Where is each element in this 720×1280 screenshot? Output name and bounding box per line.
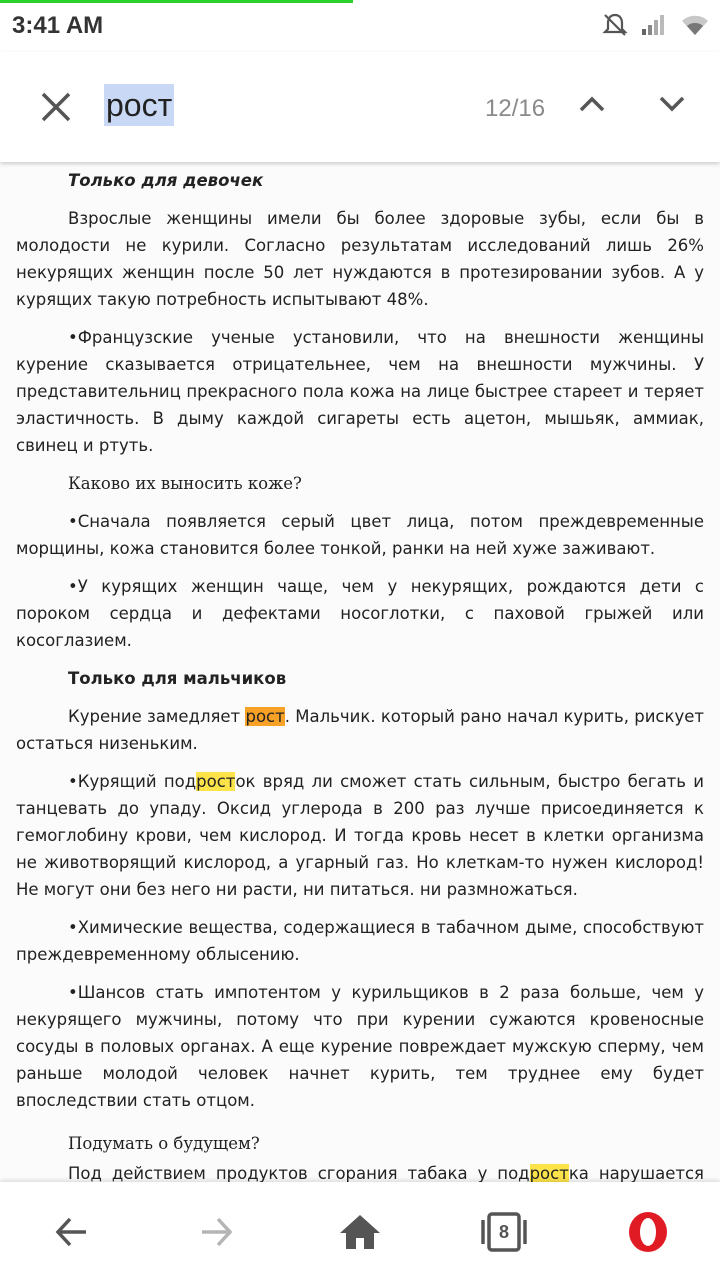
wifi-icon bbox=[680, 13, 710, 37]
paragraph bbox=[16, 703, 704, 757]
search-match: рост bbox=[529, 1164, 569, 1182]
bottom-navigation-bar bbox=[0, 1182, 720, 1280]
text-run: Под действием продуктов сгорания табака у под bbox=[68, 1164, 530, 1182]
text-run: ка нарушается bbox=[568, 1164, 704, 1182]
text-run: ок вряд ли сможет стать сильным, быстро бегать и танцевать до упаду. Оксид углерода в 200 раз лучше присоединяется к гемоглобину крови, чем кислород. И тогда кровь несет в клетки организма не животворящий кислород, а угарный газ. Но клеткам-то нужен кислород! Не могут они без него ни расти, ни питаться. ни размножаться. bbox=[16, 772, 705, 899]
subheading: Каково их выносить коже? bbox=[68, 474, 302, 493]
tabs-count: 8 bbox=[498, 1221, 509, 1242]
page-load-progress bbox=[0, 0, 353, 3]
paragraph: •У курящих женщин чаще, чем у некурящих, рождаются дети с пороком сердца и дефектами носоглотки, с паховой грыжей или косоглазием. bbox=[16, 577, 704, 650]
paragraph: •Сначала появляется серый цвет лица, потом преждевременные морщины, кожа становится более тонкой, ранки на ней хуже заживают. bbox=[16, 512, 704, 558]
next-match-button[interactable] bbox=[656, 88, 688, 120]
forward-arrow-icon bbox=[196, 1212, 236, 1252]
paragraph: •Французские ученые установили, что на внешности женщины курение сказывается отрицательнее, чем на внешности мужчины. У представительниц прекрасного пола кожа на лице быстрее стареет и теряет эластичность. В дыму каждой сигареты есть ацетон, мышьяк, аммиак, свинец и ртуть. bbox=[16, 328, 704, 455]
paragraph bbox=[16, 768, 704, 903]
text-run: Курение замедляет bbox=[68, 707, 246, 726]
paragraph: •Шансов стать импотентом у курильщиков в 2 раза больше, чем у некурящего мужчины, потому что при курении сужаются кровеносные сосуды в половых органах. А еще курение повреждает мужскую сперму, чем раньше молодой человек начнет курить, тем труднее ему будет впоследствии стать отцом. bbox=[16, 983, 704, 1110]
close-icon bbox=[36, 87, 76, 127]
heading-boys: Только для мальчиков bbox=[68, 669, 287, 688]
heading-girls: Только для девочек bbox=[68, 171, 264, 190]
match-counter: 12/16 bbox=[485, 95, 546, 122]
signal-icon bbox=[640, 13, 668, 37]
text-run: . Мальчик. который рано начал курить, рискует остаться низеньким. bbox=[16, 707, 704, 753]
tabs-button[interactable] bbox=[480, 1208, 528, 1256]
find-input[interactable]: рост bbox=[104, 84, 174, 126]
opera-menu-button[interactable] bbox=[624, 1208, 672, 1256]
chevron-up-icon bbox=[576, 88, 608, 120]
previous-match-button[interactable] bbox=[576, 88, 608, 120]
chevron-down-icon bbox=[656, 88, 688, 120]
text-run: •Курящий под bbox=[68, 772, 197, 791]
close-find-button[interactable] bbox=[36, 87, 76, 127]
status-bar bbox=[0, 0, 720, 52]
paragraph: Взрослые женщины имели бы более здоровые зубы, если бы в молодости не курили. Согласно результатам исследований лишь 26% некурящих женщин после 50 лет нуждаются в протезировании зубов. А у курящих такую потребность испытывают 48%. bbox=[16, 209, 704, 309]
search-match: рост bbox=[196, 772, 236, 791]
paragraph: •Химические вещества, содержащиеся в табачном дыме, способствуют преждевременному облысению. bbox=[16, 918, 704, 964]
paragraph bbox=[16, 1160, 704, 1182]
home-icon bbox=[338, 1212, 382, 1252]
home-button[interactable] bbox=[336, 1208, 384, 1256]
current-search-match: рост bbox=[245, 707, 285, 726]
dnd-off-icon bbox=[602, 12, 628, 38]
page-content[interactable] bbox=[0, 130, 720, 1182]
subheading: Подумать о будущем? bbox=[68, 1134, 260, 1153]
status-time: 3:41 AM bbox=[12, 12, 104, 39]
back-button[interactable] bbox=[48, 1208, 96, 1256]
opera-menu-icon bbox=[626, 1210, 670, 1254]
status-icons bbox=[602, 12, 710, 38]
find-in-page-bar bbox=[0, 52, 720, 162]
forward-button[interactable] bbox=[192, 1208, 240, 1256]
back-arrow-icon bbox=[52, 1212, 92, 1252]
